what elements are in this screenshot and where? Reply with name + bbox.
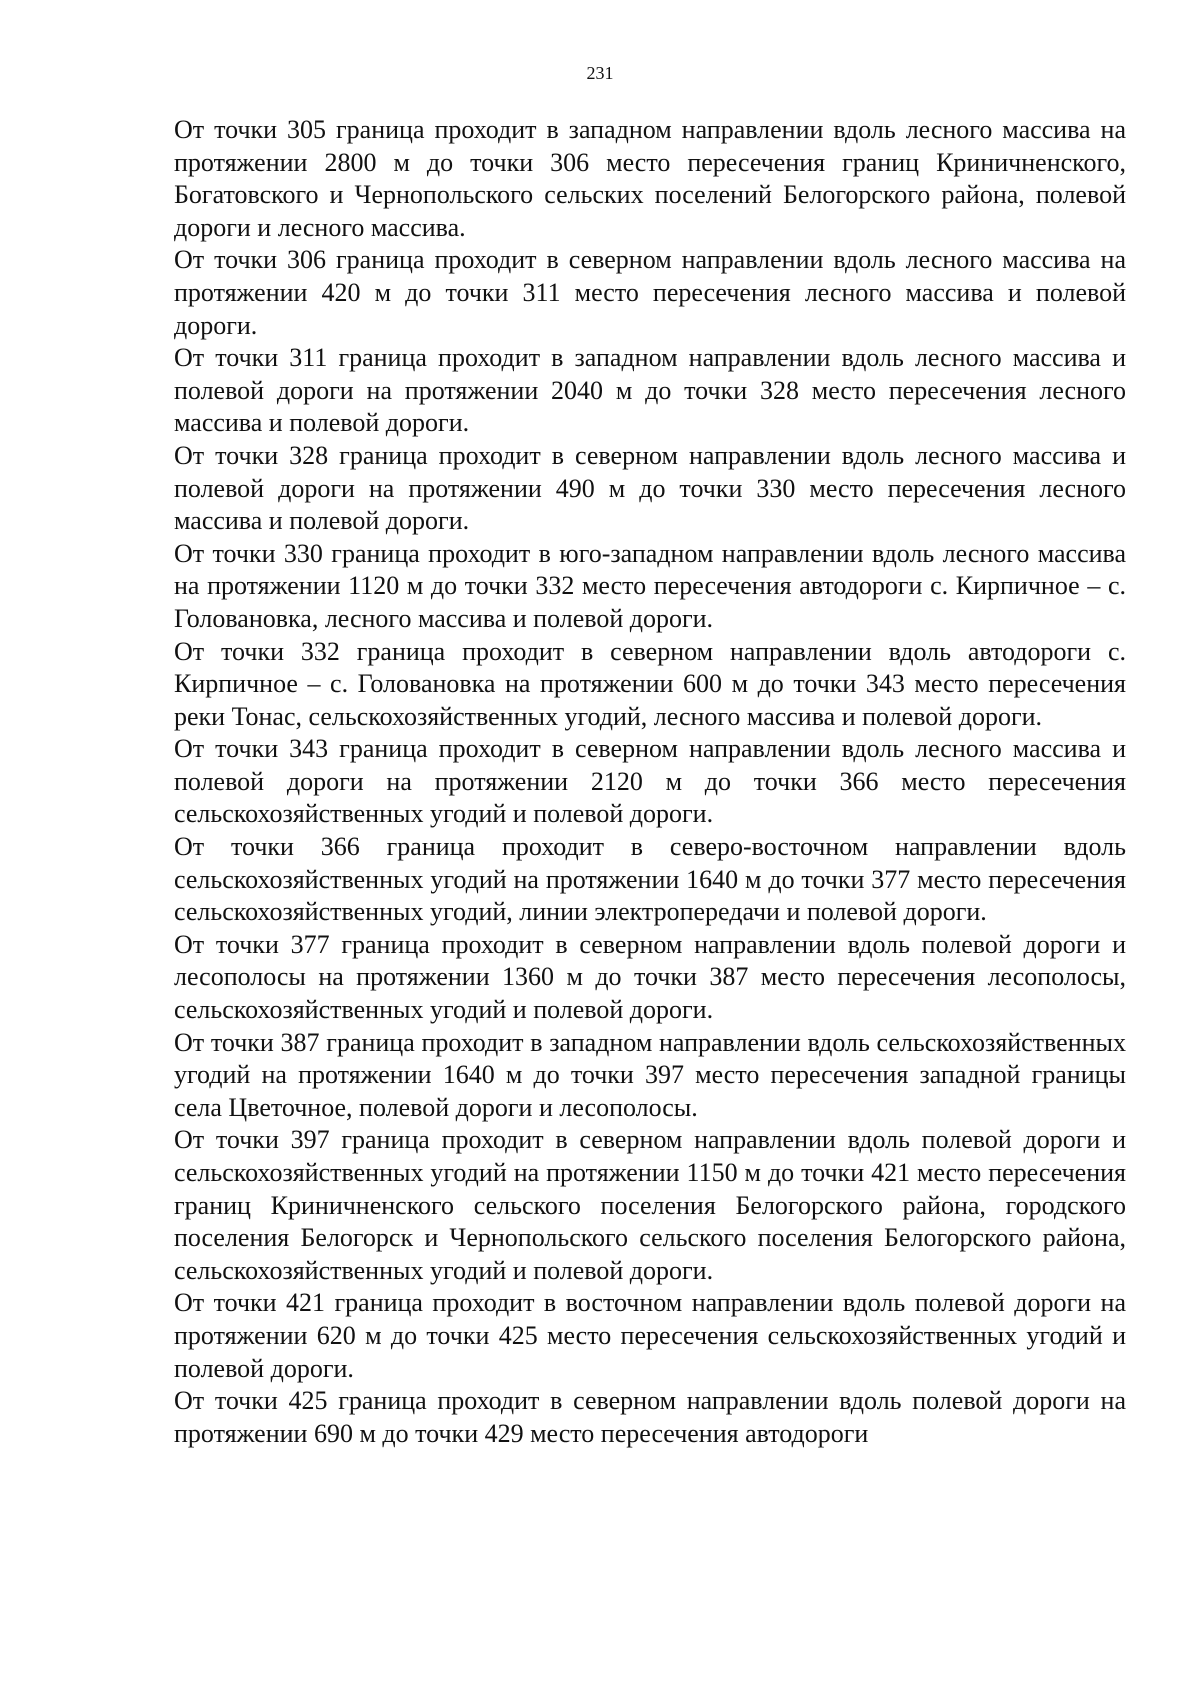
paragraph: От точки 311 граница проходит в западном направлении вдоль лесного массива и полевой дороги на протяжении 2040 м до точки 328 место пересечения лесного массива и полевой дороги. (174, 343, 1126, 438)
paragraph: От точки 397 граница проходит в северном направлении вдоль полевой дороги и сельскохозяйственных угодий на протяжении 1150 м до точки 421 место пересечения границ Криничненского сельского поселения Белогорского района, городского поселения Белогорск и Чернопольского сельского поселения Белогорского района, сельскохозяйственных угодий и полевой дороги. (174, 1125, 1126, 1285)
paragraph: От точки 425 граница проходит в северном направлении вдоль полевой дороги на протяжении 690 м до точки 429 место пересечения автодороги (174, 1386, 1126, 1448)
paragraph: От точки 387 граница проходит в западном направлении вдоль сельскохозяйственных угодий на протяжении 1640 м до точки 397 место пересечения западной границы села Цветочное, полевой дороги и лесополосы. (174, 1027, 1126, 1122)
page-number: 231 (586, 63, 614, 83)
paragraph: От точки 421 граница проходит в восточном направлении вдоль полевой дороги на протяжении 620 м до точки 425 место пересечения сельскохозяйственных угодий и полевой дороги. (174, 1288, 1126, 1383)
paragraph: От точки 366 граница проходит в северо-восточном направлении вдоль сельскохозяйственных угодий на протяжении 1640 м до точки 377 место пересечения сельскохозяйственных угодий, линии электропередачи и полевой дороги. (174, 832, 1126, 927)
paragraph: От точки 328 граница проходит в северном направлении вдоль лесного массива и полевой дороги на протяжении 490 м до точки 330 место пересечения лесного массива и полевой дороги. (174, 440, 1126, 536)
paragraph: От точки 330 граница проходит в юго-западном направлении вдоль лесного массива на протяжении 1120 м до точки 332 место пересечения автодороги с. Кирпичное – с. Голованoвка, лесного массива и полевой дороги. (174, 538, 1126, 633)
paragraph: От точки 306 граница проходит в северном направлении вдоль лесного массива на протяжении 420 м до точки 311 место пересечения лесного массива и полевой дороги. (174, 245, 1126, 340)
paragraph: От точки 305 граница проходит в западном направлении вдоль лесного массива на протяжении 2800 м до точки 306 место пересечения границ Криничненского, Богатовского и Чернопольского сельских поселений Белогорского района, полевой дороги и лесного массива. (174, 115, 1126, 242)
paragraph: От точки 343 граница проходит в северном направлении вдоль лесного массива и полевой дороги на протяжении 2120 м до точки 366 место пересечения сельскохозяйственных угодий и полевой дороги. (174, 734, 1126, 829)
paragraph: От точки 332 граница проходит в северном направлении вдоль автодороги с. Кирпичное – с. Голованoвка на протяжении 600 м до точки 343 место пересечения реки Тонас, сельскохозяйственных угодий, лесного массива и полевой дороги. (174, 636, 1126, 731)
paragraph: От точки 377 граница проходит в северном направлении вдоль полевой дороги и лесополосы на протяжении 1360 м до точки 387 место пересечения лесополосы, сельскохозяйственных угодий и полевой дороги. (174, 929, 1126, 1025)
document-body (174, 114, 1126, 1450)
